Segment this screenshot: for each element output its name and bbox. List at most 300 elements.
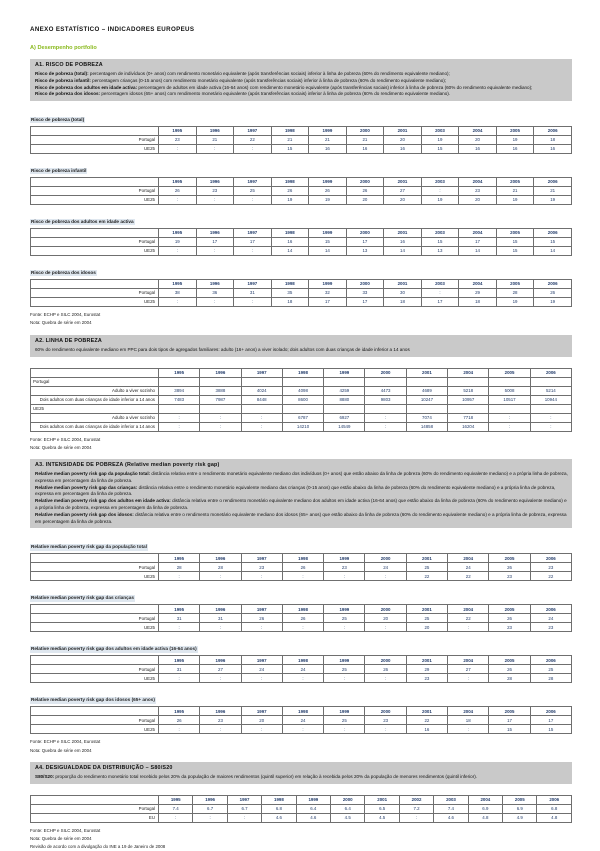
column-header-year: 1999	[309, 280, 347, 289]
data-cell	[365, 377, 406, 386]
row-label: Adulto a viver sozinho	[31, 413, 159, 422]
data-cell: :	[196, 145, 234, 154]
column-header-year: 1999	[324, 707, 365, 716]
column-header-year: 2000	[346, 178, 384, 187]
data-cell: 14	[534, 247, 572, 256]
row-label: UE25	[31, 572, 159, 581]
data-cell: :	[200, 572, 241, 581]
data-cell: 6.8	[262, 804, 296, 813]
column-header-year: 1997	[241, 656, 282, 665]
column-header-year: 2000	[346, 229, 384, 238]
row-label: UE25	[31, 247, 159, 256]
data-cell: 33	[346, 289, 384, 298]
data-cell: :	[200, 674, 241, 683]
data-cell	[365, 404, 406, 413]
data-cell: 28	[496, 289, 534, 298]
column-header-year: 1997	[241, 707, 282, 716]
definition-block-a4	[30, 762, 572, 784]
data-cell: 23	[489, 572, 530, 581]
data-cell	[324, 377, 365, 386]
column-header-year: 2006	[530, 605, 571, 614]
a1-definition-1	[35, 78, 568, 85]
data-cell: 4473	[365, 386, 406, 395]
a1-definition-0	[35, 71, 568, 78]
column-header-year: 1999	[309, 178, 347, 187]
data-cell: 22	[530, 572, 571, 581]
data-cell: :	[324, 725, 365, 734]
data-cell: 24	[365, 563, 406, 572]
column-header-year: 1996	[200, 368, 241, 377]
data-cell: 21	[196, 136, 234, 145]
data-cell: 28	[489, 674, 530, 683]
column-header-year: 2006	[530, 554, 571, 563]
data-cell	[406, 404, 447, 413]
a3-def-lead-0: Relative median poverty risk gap da população total:	[35, 471, 151, 477]
column-header-year: 2001	[384, 127, 422, 136]
table-header-row	[31, 178, 572, 187]
data-cell	[489, 377, 530, 386]
data-cell	[159, 404, 200, 413]
column-header-year: 2003	[421, 178, 459, 187]
column-header-year: 1995	[159, 795, 193, 804]
table-row	[31, 196, 572, 205]
data-cell: 29	[406, 665, 447, 674]
column-header-year: 1998	[282, 605, 323, 614]
data-cell: :	[489, 413, 530, 422]
data-cell: 36	[196, 289, 234, 298]
data-cell: 23	[365, 716, 406, 725]
column-header-year: 2000	[365, 656, 406, 665]
a4-revision-note: Revisão de acordo com a divulgação do INE a 19 de Janeiro de 2008	[30, 843, 166, 849]
data-cell: 4.5	[331, 813, 365, 822]
row-label: Portugal	[31, 238, 159, 247]
a3-tables	[30, 535, 572, 734]
row-label: Dois adultos com duas crianças de idade inferior a 14 anos	[31, 395, 159, 404]
data-cell: :	[159, 247, 197, 256]
a2-break-note: Nota: Quebra de série em 2004	[30, 444, 92, 450]
a4-break-note: Nota: Quebra de série em 2004	[30, 835, 92, 841]
data-cell: :	[241, 725, 282, 734]
data-cell: :	[365, 413, 406, 422]
data-cell: 6.8	[537, 804, 572, 813]
data-cell: 10944	[530, 395, 571, 404]
column-header-year: 1999	[324, 656, 365, 665]
column-header-year: 2004	[448, 368, 489, 377]
column-header-year: 1996	[200, 656, 241, 665]
data-cell: 29	[459, 289, 497, 298]
data-cell: 24	[282, 716, 323, 725]
data-cell: 28	[159, 563, 200, 572]
column-header-year: 2005	[496, 280, 534, 289]
row-label: Portugal	[31, 716, 159, 725]
data-cell: 10517	[489, 395, 530, 404]
a4-table	[30, 795, 572, 823]
column-header-year: 2004	[448, 707, 489, 716]
column-header-year: 2001	[406, 368, 447, 377]
a1-table-caption-2	[30, 219, 135, 225]
data-cell: 6927	[324, 413, 365, 422]
row-label: UE25	[31, 674, 159, 683]
data-cell: 10957	[448, 395, 489, 404]
column-header-year: 1998	[282, 656, 323, 665]
data-cell: :	[159, 813, 193, 822]
data-cell: 27	[200, 665, 241, 674]
a3-def-text-0: distância relativa entre o rendimento monetário equivalente mediano dos indivíduos (0+ anos) que estão abaixo da linha de pobreza (60% do rendimento equivalente mediano) e a própria linha de pobreza, expressa em percentagem da linha de pobreza.	[35, 471, 568, 483]
data-cell: 19	[159, 238, 197, 247]
row-label: Portugal	[31, 563, 159, 572]
data-cell	[241, 404, 282, 413]
data-cell: 17	[421, 298, 459, 307]
data-cell: 4098	[282, 386, 323, 395]
a3-table-caption-0	[30, 544, 148, 550]
data-cell: 31	[159, 614, 200, 623]
data-cell: 14549	[324, 422, 365, 431]
column-header-year: 2001	[406, 656, 447, 665]
data-cell: :	[193, 813, 227, 822]
data-cell: 7718	[448, 413, 489, 422]
data-cell: 3894	[159, 386, 200, 395]
table-header-row	[31, 795, 572, 804]
column-header-year: 2001	[406, 605, 447, 614]
column-header-year: 1998	[282, 554, 323, 563]
table-header-row	[31, 229, 572, 238]
column-header-year: 2003	[434, 795, 468, 804]
data-cell: 35	[271, 289, 309, 298]
data-cell: 4.8	[537, 813, 572, 822]
column-header-year: 2005	[496, 178, 534, 187]
a2-def-text-0: 60% do rendimento equivalente mediano em PPC para dois tipos de agregados familiares: adulto (16+ anos) a viver isolado; dois adultos com duas crianças de idade inferior a 14 anos	[35, 346, 410, 352]
table-row	[31, 386, 572, 395]
data-cell: 23	[530, 623, 571, 632]
table-row	[31, 377, 572, 386]
a1-table-body-3	[31, 280, 572, 307]
a2-table-body	[31, 368, 572, 431]
data-cell: 22	[448, 614, 489, 623]
data-cell: :	[282, 572, 323, 581]
column-header-year: 1999	[309, 229, 347, 238]
data-cell: 28	[200, 563, 241, 572]
data-cell: 4.6	[262, 813, 296, 822]
a1-def-text-2: percentagem de adultos em idade activa (16-64 anos) com rendimento monetário equivalente (após transferências sociais) inferior à linha de pobreza (60% do rendimento equivalente mediano);	[137, 84, 533, 90]
column-header-year: 1996	[193, 795, 227, 804]
a3-table-caption-1	[30, 595, 135, 601]
data-cell: 17	[234, 238, 272, 247]
data-cell: 25	[324, 665, 365, 674]
data-cell: :	[421, 289, 459, 298]
a4-source-note: Fonte: ECHP e SILC 2004, Eurostat	[30, 827, 101, 833]
data-cell: 20	[346, 196, 384, 205]
data-cell	[324, 404, 365, 413]
data-cell: 19	[496, 298, 534, 307]
a3-caption-lead-1: Relative median poverty risk gap	[31, 595, 105, 601]
a3-table-1	[30, 604, 572, 632]
a1-caption-lead-2: Risco de pobreza dos adultos em idade activa	[31, 219, 134, 225]
a1-table-body-1	[31, 178, 572, 205]
data-cell: 16	[534, 145, 572, 154]
a1-table-caption-0	[30, 117, 85, 123]
data-cell: 14	[384, 247, 422, 256]
table-row	[31, 395, 572, 404]
data-cell: 17	[489, 716, 530, 725]
data-cell: 26	[159, 187, 197, 196]
data-cell	[241, 377, 282, 386]
data-cell: 19	[496, 136, 534, 145]
a1-def-text-1: percentagem crianças (0-15 anos) com rendimento monetário equivalente (após transferências sociais) inferior à linha de pobreza (60% do rendimento equivalente mediano);	[90, 77, 447, 83]
table-corner-cell	[31, 707, 159, 716]
a3-heading: A3. INTENSIDADE DE POBREZA (Relative median poverty risk gap)	[35, 462, 220, 469]
data-cell: 7.4	[434, 804, 468, 813]
column-header-year: 1995	[159, 554, 200, 563]
data-cell: 17	[530, 716, 571, 725]
data-cell: 15	[489, 725, 530, 734]
column-header-year: 2004	[459, 280, 497, 289]
column-header-year: 2000	[365, 605, 406, 614]
table-row	[31, 136, 572, 145]
a3-def-text-2: distância relativa entre o rendimento monetário equivalente mediano dos adultos em idade activa (16-64 anos) que estão abaixo da linha de pobreza (60% do rendimento equivalente mediano) e a própria linha de pobreza, expressa em percentagem da linha de pobreza.	[35, 498, 567, 511]
data-cell: 19	[421, 136, 459, 145]
data-cell: 26	[365, 665, 406, 674]
column-header-year: 1996	[196, 178, 234, 187]
column-header-year: 1997	[241, 554, 282, 563]
data-cell: 16	[309, 145, 347, 154]
table-row	[31, 247, 572, 256]
data-cell: 7.2	[399, 804, 433, 813]
row-label: UE25	[31, 725, 159, 734]
table-row	[31, 804, 572, 813]
data-cell: 16	[459, 145, 497, 154]
a1-definition-3	[35, 91, 568, 98]
data-cell: 15	[309, 238, 347, 247]
a1-table-body-0	[31, 127, 572, 154]
data-cell: :	[196, 247, 234, 256]
data-cell	[406, 377, 447, 386]
column-header-year: 2005	[489, 554, 530, 563]
column-header-year: 2000	[365, 554, 406, 563]
a3-caption-rest-3: dos idosos (65+ anos)	[104, 697, 155, 703]
table-corner-cell	[31, 229, 159, 238]
column-header-year: 1998	[271, 280, 309, 289]
data-cell: 16	[271, 238, 309, 247]
a3-caption-lead-3: Relative median poverty risk gap	[31, 697, 105, 703]
data-cell: 21	[346, 136, 384, 145]
data-cell: :	[282, 725, 323, 734]
row-label: UE25	[31, 196, 159, 205]
column-header-year: 1995	[159, 605, 200, 614]
data-cell: 18	[459, 298, 497, 307]
a3-table-caption-2	[30, 646, 198, 652]
data-cell: 31	[234, 289, 272, 298]
column-header-year: 1997	[234, 280, 272, 289]
data-cell: 7074	[406, 413, 447, 422]
data-cell: 14	[459, 247, 497, 256]
data-cell: 4.6	[434, 813, 468, 822]
data-cell: :	[365, 725, 406, 734]
data-cell: 19	[496, 196, 534, 205]
a4-definition-0	[35, 774, 568, 781]
data-cell: 26	[489, 665, 530, 674]
data-cell	[530, 404, 571, 413]
data-cell: :	[200, 422, 241, 431]
data-cell: 18	[271, 298, 309, 307]
column-header-year: 2001	[384, 178, 422, 187]
data-cell: :	[448, 623, 489, 632]
data-cell: 24	[448, 563, 489, 572]
definition-block-a2	[30, 335, 572, 357]
a1-heading: A1. RISCO DE POBREZA	[35, 62, 103, 69]
data-cell: 4024	[241, 386, 282, 395]
column-header-year: 2005	[496, 229, 534, 238]
column-header-year: 2005	[489, 707, 530, 716]
column-header-year: 2006	[537, 795, 572, 804]
column-header-year: 1997	[241, 605, 282, 614]
column-header-year: 1996	[196, 127, 234, 136]
data-cell: 20	[241, 716, 282, 725]
data-cell: 16	[346, 145, 384, 154]
data-cell: 24	[282, 665, 323, 674]
column-header-year: 1995	[159, 707, 200, 716]
data-cell: 22	[234, 136, 272, 145]
column-header-year: 2004	[459, 127, 497, 136]
data-cell: 31	[159, 665, 200, 674]
a3-table-3	[30, 706, 572, 734]
column-header-year: 1995	[159, 178, 197, 187]
column-header-year: 2005	[489, 605, 530, 614]
data-cell	[489, 404, 530, 413]
table-row	[31, 572, 572, 581]
column-header-year: 2006	[530, 707, 571, 716]
data-cell: :	[159, 572, 200, 581]
column-header-year: 2006	[534, 229, 572, 238]
table-corner-cell	[31, 656, 159, 665]
data-cell: 4.5	[365, 813, 399, 822]
a3-definition-0	[35, 471, 568, 485]
data-cell: 23	[196, 187, 234, 196]
data-cell: 20	[459, 196, 497, 205]
row-label: Adulto a viver sozinho	[31, 386, 159, 395]
data-cell: :	[159, 413, 200, 422]
column-header-year: 1997	[241, 368, 282, 377]
row-label: Portugal	[31, 136, 159, 145]
column-header-year: 2006	[530, 656, 571, 665]
data-cell: 21	[496, 187, 534, 196]
data-cell: 6.4	[296, 804, 330, 813]
data-cell: 23	[200, 716, 241, 725]
data-cell: :	[324, 572, 365, 581]
definition-block-a1	[30, 59, 572, 101]
a3-break-note: Nota: Quebra de série em 2004	[30, 747, 92, 753]
data-cell: :	[159, 196, 197, 205]
table-row	[31, 289, 572, 298]
data-cell: 7483	[159, 395, 200, 404]
data-cell: 20	[365, 614, 406, 623]
data-cell: 19	[421, 196, 459, 205]
column-header-year: 2001	[384, 280, 422, 289]
data-cell: :	[200, 623, 241, 632]
table-corner-cell	[31, 368, 159, 377]
column-header-year: 1999	[309, 127, 347, 136]
column-header-year: 1995	[159, 127, 197, 136]
column-header-year: 2005	[503, 795, 537, 804]
data-cell: 25	[324, 614, 365, 623]
data-cell: 17	[346, 298, 384, 307]
column-header-year: 2004	[459, 178, 497, 187]
column-header-year: 2004	[448, 656, 489, 665]
data-cell: 24	[530, 614, 571, 623]
table-row	[31, 404, 572, 413]
table-header-row	[31, 554, 572, 563]
data-cell: 23	[159, 136, 197, 145]
data-cell: 26	[282, 614, 323, 623]
data-cell: 6.5	[365, 804, 399, 813]
data-cell: :	[241, 413, 282, 422]
data-cell: :	[365, 674, 406, 683]
data-cell: 6.9	[503, 804, 537, 813]
column-header-year: 2006	[534, 280, 572, 289]
data-cell: 15	[496, 238, 534, 247]
table-row	[31, 563, 572, 572]
data-cell: 5218	[448, 386, 489, 395]
a4-heading: A4. DESIGUALDADE DA DISTRIBUIÇÃO – S80/S20	[35, 765, 173, 772]
column-header-year: 2001	[384, 229, 422, 238]
a4-table-body	[31, 795, 572, 822]
data-cell: 14858	[406, 422, 447, 431]
data-cell: 14210	[282, 422, 323, 431]
column-header-year: 2000	[346, 127, 384, 136]
data-cell: :	[159, 422, 200, 431]
column-header-year: 2004	[468, 795, 502, 804]
table-row	[31, 725, 572, 734]
data-cell: :	[530, 413, 571, 422]
table-corner-cell	[31, 127, 159, 136]
column-header-year: 2000	[365, 368, 406, 377]
column-header-year: 2002	[399, 795, 433, 804]
data-cell: 26	[159, 716, 200, 725]
table-corner-cell	[31, 795, 159, 804]
data-cell: 5214	[530, 386, 571, 395]
column-header-year: 2003	[421, 229, 459, 238]
column-header-year: 1996	[196, 280, 234, 289]
data-cell: :	[399, 813, 433, 822]
definition-block-a3	[30, 459, 572, 528]
data-cell: 23	[530, 563, 571, 572]
data-cell: 10247	[406, 395, 447, 404]
data-cell: 7.4	[159, 804, 193, 813]
a1-source-note: Fonte: ECHP e SILC 2004, Eurostat	[30, 312, 101, 318]
data-cell: 23	[489, 623, 530, 632]
data-cell: 14	[309, 247, 347, 256]
data-cell: 26	[534, 289, 572, 298]
column-header-year: 1999	[324, 368, 365, 377]
data-cell	[159, 377, 200, 386]
a4-def-text-0: proporção do rendimento monetário total recebido pelos 20% da população de maiores rendimentos (quintil superior) em relação à recebida pelos 20% da população de menores rendimentos (quintil inferior).	[54, 773, 478, 779]
a1-tables	[30, 108, 572, 307]
data-cell: 17	[309, 298, 347, 307]
data-cell: 27	[384, 187, 422, 196]
data-cell: 15	[530, 725, 571, 734]
a1-def-text-0: percentagem de indivíduos (0+ anos) com rendimento monetário equivalente (após transferências sociais) inferior à linha de pobreza (60% do rendimento equivalente mediano);	[88, 70, 450, 76]
data-cell: 19	[271, 196, 309, 205]
data-cell: 23	[324, 563, 365, 572]
data-cell: 27	[448, 665, 489, 674]
a3-def-lead-3: Relative median poverty risk gap dos idosos:	[35, 511, 134, 517]
data-cell: 26	[489, 614, 530, 623]
data-cell: 26	[282, 563, 323, 572]
a3-table-body-3	[31, 707, 572, 734]
column-header-year: 2006	[534, 127, 572, 136]
a3-table-body-1	[31, 605, 572, 632]
a1-def-lead-3: Risco de pobreza dos idosos:	[35, 91, 101, 97]
data-cell: :	[489, 422, 530, 431]
